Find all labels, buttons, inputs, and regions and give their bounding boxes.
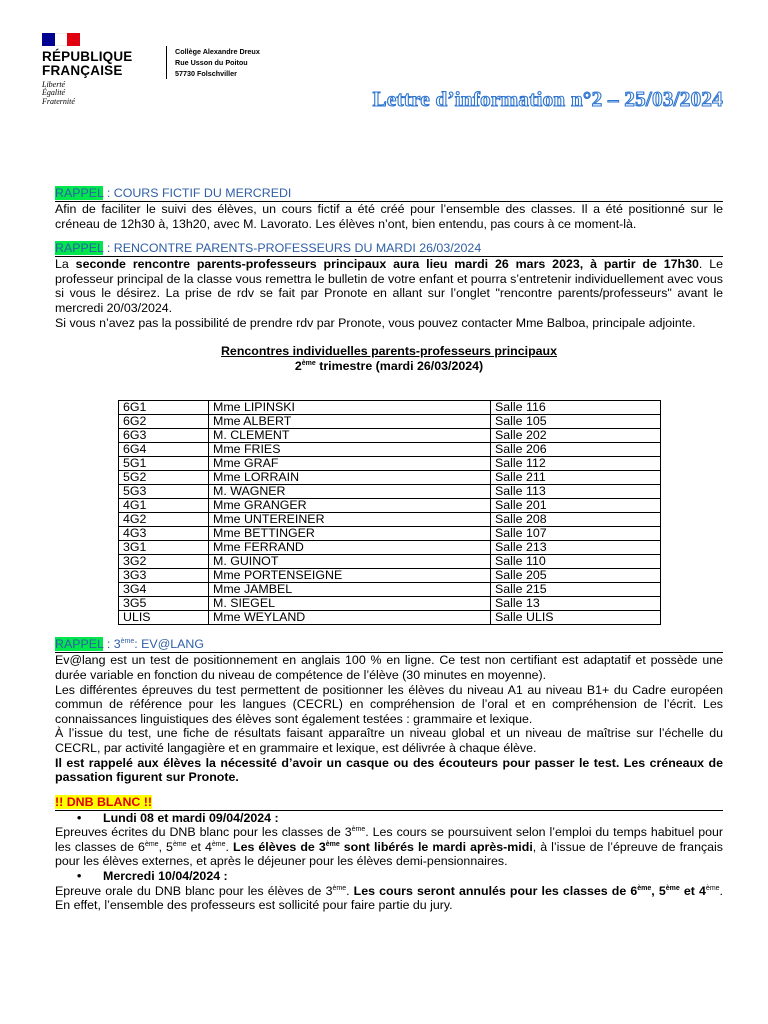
section-text-rencontre: La seconde rencontre parents-professeurs principaux aura lieu mardi 26 mars 2023, à partir de 17h30. Le professeur principal de la classe vous remettra le bulletin de votre enfant et pourra s’entretenir individuellement avec vous si vous le désirez. La prise de rdv se fait par Pronote en allant sur l’onglet "rencontre parents/professeurs" avant le mercredi 20/03/2024. [55, 257, 723, 315]
dnb-text-1: Epreuves écrites du DNB blanc pour les classes de 3ème. Les cours se poursuivent selon l’emploi du temps habituel pour les classes de 6ème, 5ème et 4ème. Les élèves de 3ème sont libérés le mardi après-midi, à l’issue de l’épreuve de français pour les élèves externes, et après le déjeuner pour les élèves demi-pensionnaires. [55, 825, 724, 869]
room-cell: Salle 105 [491, 415, 661, 429]
teacher-cell: M. CLEMENT [209, 429, 491, 443]
dnb-bullet-1: • Lundi 08 et mardi 09/04/2024 : [55, 811, 723, 826]
republic-motto: Liberté Égalité Fraternité [42, 80, 75, 106]
room-cell: Salle 202 [491, 429, 661, 443]
table-row [119, 513, 661, 527]
room-cell: Salle 113 [491, 485, 661, 499]
teacher-cell: Mme LIPINSKI [209, 401, 491, 415]
table-row [119, 429, 661, 443]
teacher-cell: Mme WEYLAND [209, 611, 491, 625]
school-name: Collège Alexandre Dreux [175, 47, 260, 56]
room-cell: Salle 107 [491, 527, 661, 541]
class-cell: 3G1 [119, 541, 209, 555]
section-title-rencontre: RAPPEL : RENCONTRE PARENTS-PROFESSEURS DU MARDI 26/03/2024 [55, 241, 723, 257]
room-cell: Salle 110 [491, 555, 661, 569]
class-cell: 3G3 [119, 569, 209, 583]
teacher-cell: Mme FERRAND [209, 541, 491, 555]
rappel-tag: RAPPEL [55, 241, 104, 256]
room-cell: Salle 201 [491, 499, 661, 513]
room-cell: Salle 112 [491, 457, 661, 471]
rappel-tag: RAPPEL [55, 186, 104, 200]
class-cell: 5G2 [119, 471, 209, 485]
letter-body [55, 186, 723, 913]
teacher-cell: M. SIEGEL [209, 597, 491, 611]
teacher-cell: Mme LORRAIN [209, 471, 491, 485]
teacher-cell: Mme GRAF [209, 457, 491, 471]
teacher-cell: Mme FRIES [209, 443, 491, 457]
class-cell: 3G2 [119, 555, 209, 569]
table-row [119, 569, 661, 583]
table-row [119, 415, 661, 429]
republique-francaise-logo [42, 33, 142, 106]
teacher-cell: M. GUINOT [209, 555, 491, 569]
table-row [119, 541, 661, 555]
teacher-cell: Mme UNTEREINER [209, 513, 491, 527]
table-row [119, 499, 661, 513]
section-text-rencontre-contact: Si vous n’avez pas la possibilité de prendre rdv par Pronote, vous pouvez contacter Mme Balboa, principale adjointe. [55, 315, 696, 330]
teacher-cell: Mme GRANGER [209, 499, 491, 513]
letter-title: Lettre d’information n°2 – 25/03/2024 [372, 87, 723, 111]
room-cell: Salle ULIS [491, 611, 661, 625]
room-cell: Salle 13 [491, 597, 661, 611]
class-cell: 4G3 [119, 527, 209, 541]
room-cell: Salle 116 [491, 401, 661, 415]
dnb-tag: !! DNB BLANC !! [55, 794, 153, 809]
room-cell: Salle 205 [491, 569, 661, 583]
table-row [119, 457, 661, 471]
class-cell: 4G1 [119, 499, 209, 513]
table-row [119, 485, 661, 499]
table-row [119, 555, 661, 569]
table-subtitle: 2ème trimestre (mardi 26/03/2024) [294, 358, 484, 373]
class-cell: 6G1 [119, 401, 209, 415]
rappel-tag: RAPPEL [55, 637, 104, 652]
room-cell: Salle 208 [491, 513, 661, 527]
school-city: 57730 Folschviller [175, 69, 237, 78]
teacher-cell: Mme ALBERT [209, 415, 491, 429]
school-street: Rue Usson du Poitou [175, 58, 248, 67]
room-cell: Salle 215 [491, 583, 661, 597]
evalang-text-3: À l’issue du test, une fiche de résultats faisant apparaître un niveau global et un niveau de maîtrise sur l’échelle du CECRL, par activité langagière et en grammaire et lexique, est délivrée à chaque élève. [55, 726, 723, 755]
room-cell: Salle 211 [491, 471, 661, 485]
meeting-table [118, 400, 661, 625]
french-flag-icon [42, 33, 80, 46]
table-title: Rencontres individuelles parents-professeurs principaux 2ème trimestre (mardi 26/03/2024) [55, 344, 723, 373]
evalang-text-2: Les différentes épreuves du test permettent de positionner les élèves du niveau A1 au niveau B1+ du Cadre européen commun de référence pour les langues (CECRL) en compréhension de l’oral et en compréhension de l’écrit. Les connaissances linguistiques des élèves sont également testées : grammaire et lexique. [55, 682, 723, 726]
school-address [166, 46, 260, 79]
class-cell: 6G2 [119, 415, 209, 429]
class-cell: 3G5 [119, 597, 209, 611]
section-text-cours-fictif: Afin de faciliter le suivi des élèves, un cours fictif a été créé pour l’ensemble des classes. Il a été positionné sur le créneau de 12h30 à, 13h20, avec M. Lavorato. Les élèves n’ont, bien entendu, pas cours à ce moment-là. [55, 202, 723, 231]
teacher-cell: Mme BETTINGER [209, 527, 491, 541]
table-row [119, 471, 661, 485]
room-cell: Salle 206 [491, 443, 661, 457]
dnb-bullet-2: • Mercredi 10/04/2024 : [55, 869, 723, 884]
section-title-dnb [55, 795, 723, 811]
evalang-text-1: Ev@lang est un test de positionnement en anglais 100 % en ligne. Ce test non certifiant est adaptatif et possède une durée variable en fonction du niveau de compétence de l’élève (30 minutes en moyenne). [55, 653, 723, 682]
table-row [119, 527, 661, 541]
class-cell: ULIS [119, 611, 209, 625]
class-cell: 5G1 [119, 457, 209, 471]
republic-name: RÉPUBLIQUE FRANÇAISE [42, 49, 133, 78]
teacher-cell: Mme JAMBEL [209, 583, 491, 597]
section-title-evalang: RAPPEL : 3ème: EV@LANG [55, 637, 723, 653]
teacher-cell: Mme PORTENSEIGNE [209, 569, 491, 583]
room-cell: Salle 213 [491, 541, 661, 555]
class-cell: 3G4 [119, 583, 209, 597]
table-row [119, 583, 661, 597]
section-title-cours-fictif: RAPPEL : COURS FICTIF DU MERCREDI [55, 186, 723, 202]
table-row [119, 597, 661, 611]
class-cell: 5G3 [119, 485, 209, 499]
class-cell: 6G3 [119, 429, 209, 443]
dnb-text-2: Epreuve orale du DNB blanc pour les élèves de 3ème. Les cours seront annulés pour les classes de 6ème, 5ème et 4ème. En effet, l’ensemble des professeurs est sollicité pour faire partie du jury. [55, 883, 723, 913]
teacher-cell: M. WAGNER [209, 485, 491, 499]
evalang-text-4: Il est rappelé aux élèves la nécessité d’avoir un casque ou des écouteurs pour passer le test. Les créneaux de passation figurent sur Pronote. [55, 755, 723, 785]
class-cell: 6G4 [119, 443, 209, 457]
class-cell: 4G2 [119, 513, 209, 527]
table-row [119, 443, 661, 457]
table-row [119, 611, 661, 625]
table-row [119, 401, 661, 415]
